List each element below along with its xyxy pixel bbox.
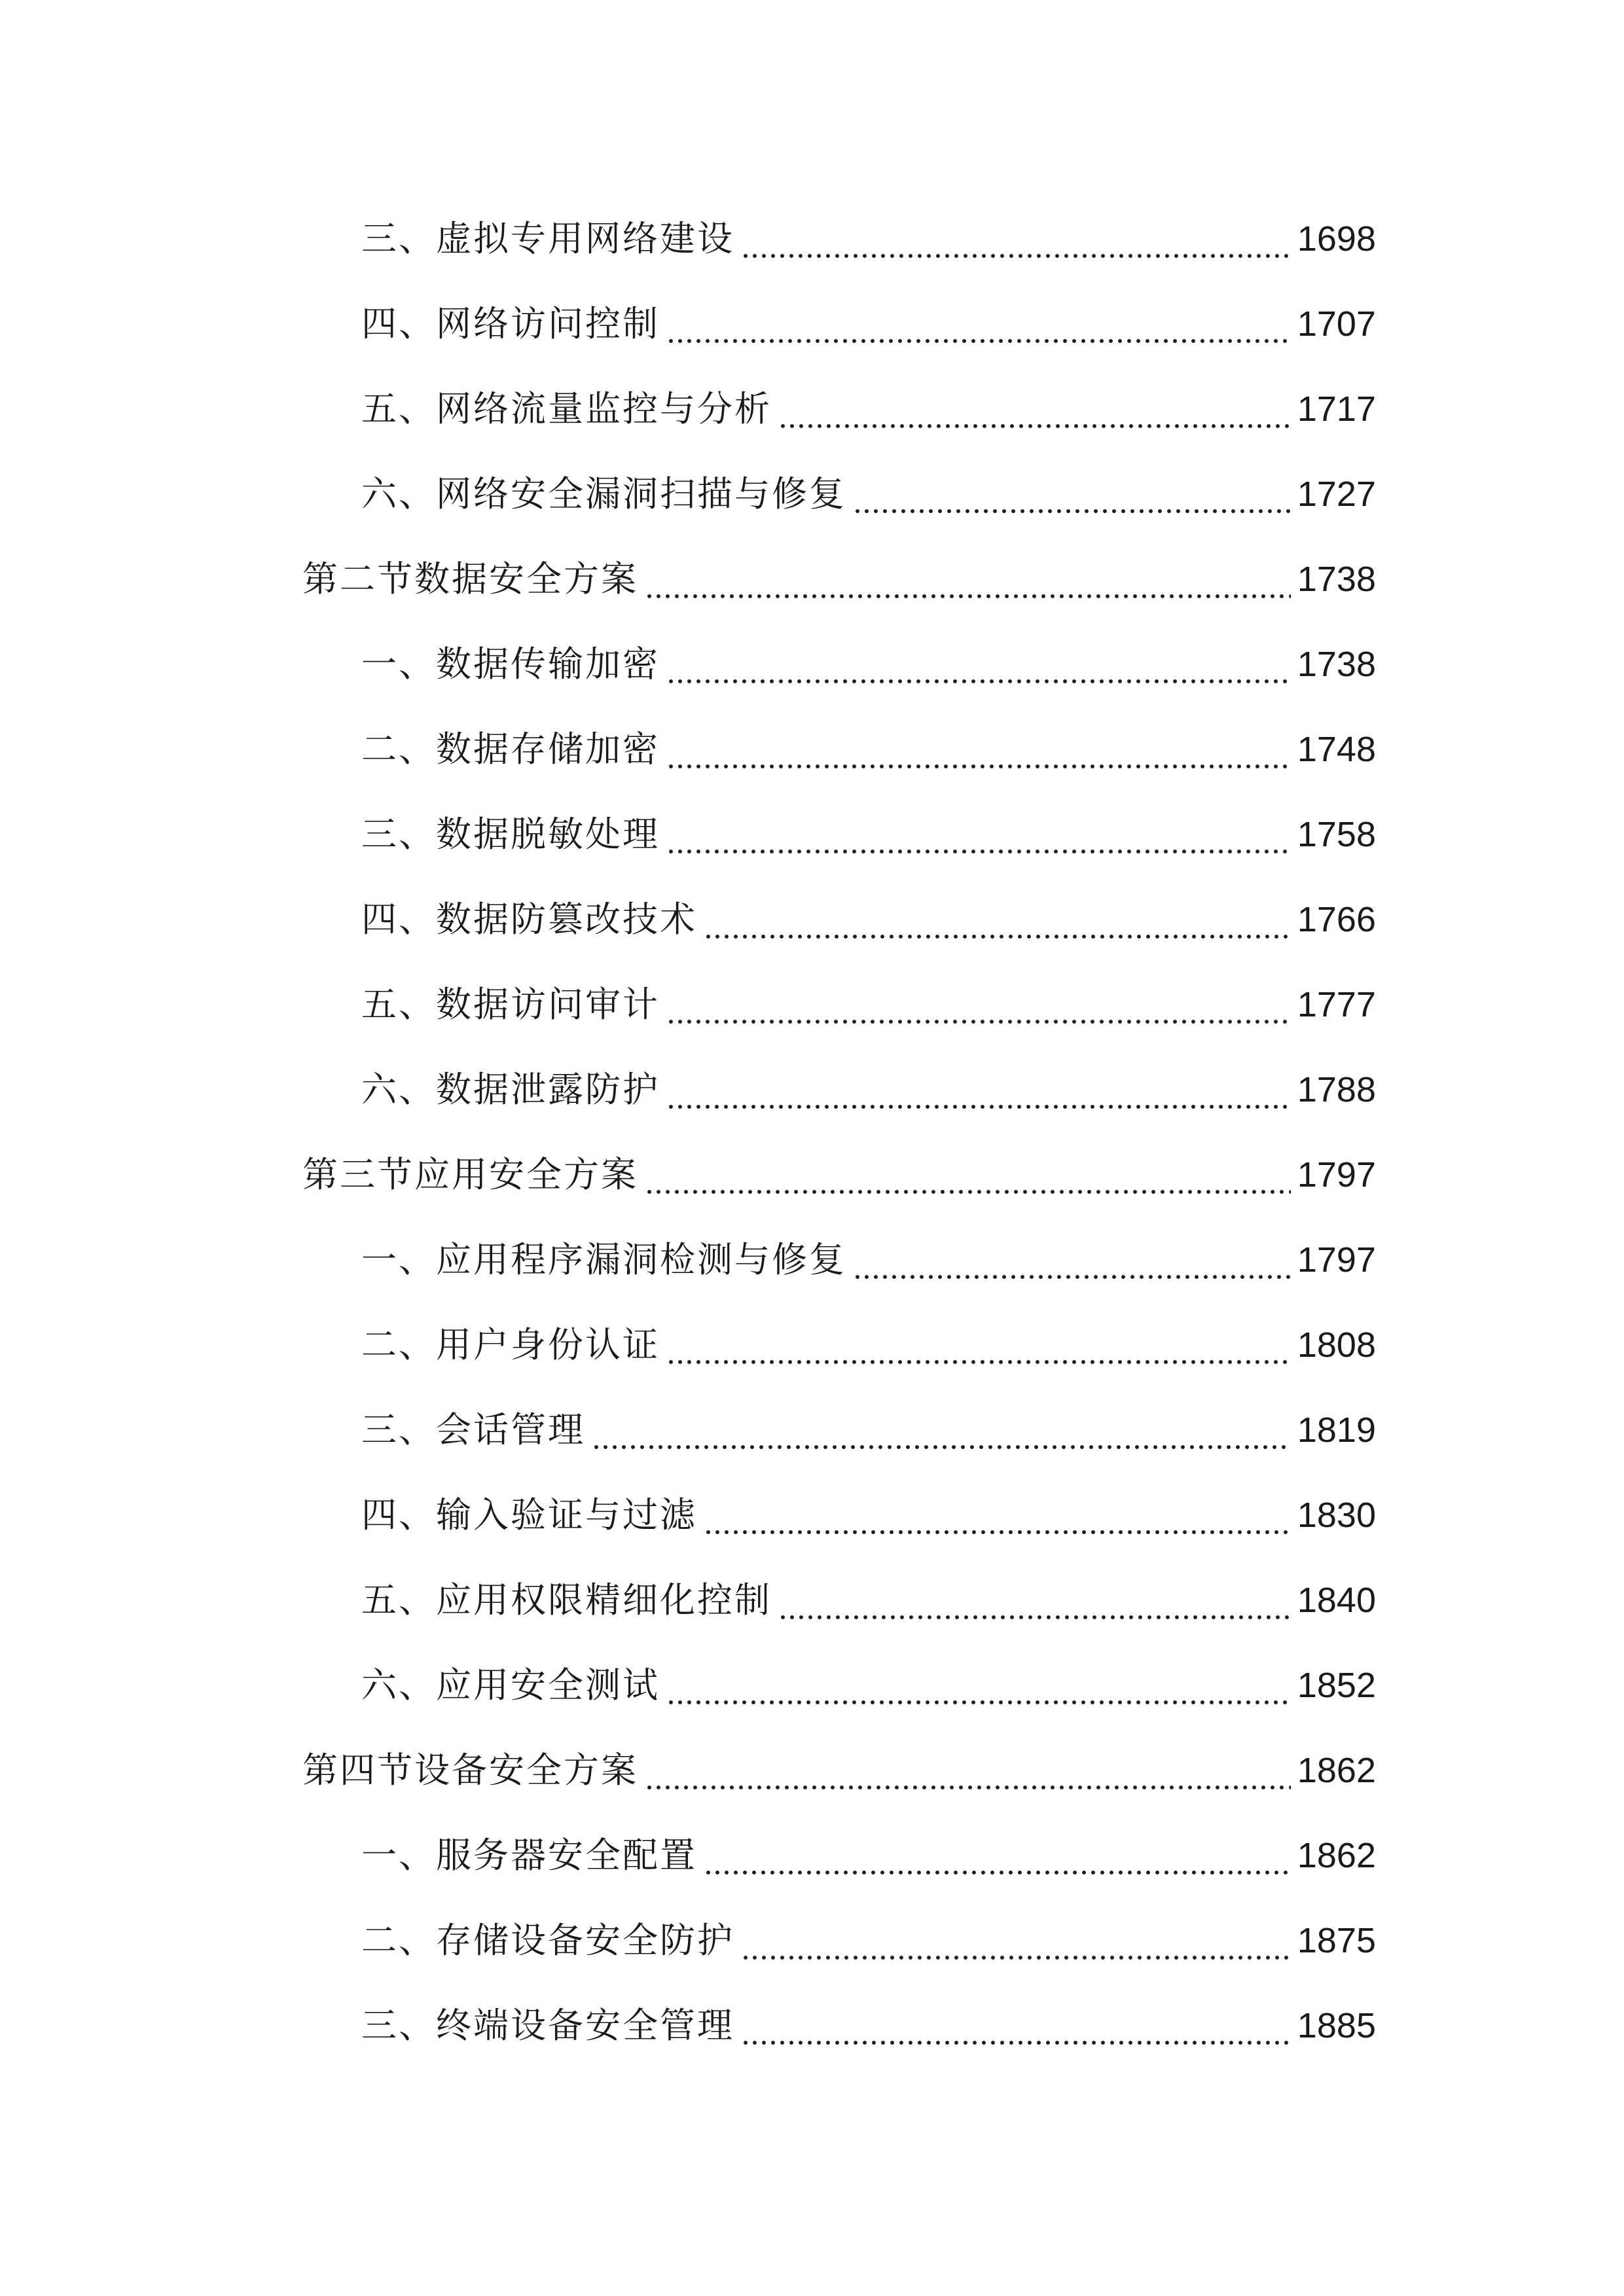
toc-page-number: 1852 [1297, 1666, 1376, 1705]
toc-page-number: 1830 [1297, 1496, 1376, 1535]
toc-entry-label: 第二节数据安全方案 [302, 558, 638, 600]
toc-page-number: 1819 [1297, 1410, 1376, 1450]
toc-entry-label: 四、数据防篡改技术 [361, 899, 697, 940]
toc-page-number: 1862 [1297, 1751, 1376, 1790]
toc-entry-label: 五、数据访问审计 [361, 984, 660, 1025]
toc-entry[interactable] [361, 1312, 1376, 1378]
toc-section-entry[interactable] [302, 1142, 1376, 1208]
toc-entry[interactable] [361, 1993, 1376, 2058]
toc-page-number: 1707 [1297, 304, 1376, 344]
toc-page-number: 1698 [1297, 219, 1376, 259]
toc-dot-leader [666, 802, 1291, 867]
toc-dot-leader [666, 972, 1291, 1037]
toc-dot-leader [778, 1568, 1291, 1633]
toc-page-number: 1758 [1297, 815, 1376, 854]
toc-page-number: 1808 [1297, 1325, 1376, 1365]
toc-page-number: 1862 [1297, 1836, 1376, 1875]
toc-entry-label: 五、网络流量监控与分析 [361, 388, 772, 429]
toc-section-entry[interactable] [302, 1738, 1376, 1803]
toc-entry[interactable] [361, 887, 1376, 952]
toc-page-number: 1727 [1297, 475, 1376, 514]
toc-dot-leader [704, 1482, 1291, 1548]
toc-entry-label: 第四节设备安全方案 [302, 1749, 638, 1791]
toc-page-number: 1777 [1297, 985, 1376, 1024]
toc-entry[interactable] [361, 376, 1376, 442]
toc-dot-leader [645, 547, 1291, 612]
toc-dot-leader [666, 632, 1291, 697]
toc-entry-label: 第三节应用安全方案 [302, 1154, 638, 1195]
toc-entry[interactable] [361, 1568, 1376, 1633]
toc-dot-leader [741, 1993, 1291, 2058]
toc-dot-leader [666, 291, 1291, 357]
toc-entry-label: 六、网络安全漏洞扫描与修复 [361, 473, 846, 514]
toc-dot-leader [853, 461, 1291, 527]
toc-entry-label: 六、应用安全测试 [361, 1664, 660, 1706]
toc-page-number: 1840 [1297, 1581, 1376, 1620]
toc-entry[interactable] [361, 1908, 1376, 1973]
toc-dot-leader [704, 1823, 1291, 1888]
toc-dot-leader [853, 1227, 1291, 1293]
toc-entry-label: 二、用户身份认证 [361, 1324, 660, 1365]
toc-entry-label: 三、数据脱敏处理 [361, 814, 660, 855]
toc-dot-leader [666, 1312, 1291, 1378]
toc-entry[interactable] [361, 802, 1376, 867]
toc-dot-leader [645, 1142, 1291, 1208]
toc-page-number: 1797 [1297, 1240, 1376, 1280]
toc-entry-label: 一、数据传输加密 [361, 643, 660, 685]
toc-dot-leader [592, 1397, 1291, 1463]
toc-entry[interactable] [361, 632, 1376, 697]
toc-entry-label: 四、网络访问控制 [361, 303, 660, 344]
toc-page-number: 1797 [1297, 1155, 1376, 1194]
toc-page-number: 1738 [1297, 645, 1376, 684]
toc-entry-label: 三、终端设备安全管理 [361, 2005, 734, 2046]
toc-dot-leader [666, 1653, 1291, 1718]
toc-entry-label: 五、应用权限精细化控制 [361, 1579, 772, 1621]
toc-dot-leader [704, 887, 1291, 952]
toc-entry-label: 三、虚拟专用网络建设 [361, 218, 734, 259]
toc-entry-label: 一、服务器安全配置 [361, 1835, 697, 1876]
toc-dot-leader [666, 1057, 1291, 1122]
toc-dot-leader [741, 206, 1291, 272]
toc-page-number: 1748 [1297, 730, 1376, 769]
toc-entry-label: 三、会话管理 [361, 1409, 585, 1450]
toc-dot-leader [778, 376, 1291, 442]
toc-dot-leader [645, 1738, 1291, 1803]
toc-dot-leader [741, 1908, 1291, 1973]
toc-entry-label: 二、数据存储加密 [361, 728, 660, 770]
toc-page-number: 1766 [1297, 900, 1376, 939]
toc-entry[interactable] [361, 461, 1376, 527]
toc-page-number: 1717 [1297, 389, 1376, 429]
toc-page-number: 1885 [1297, 2006, 1376, 2045]
toc-entry[interactable] [361, 717, 1376, 782]
toc-entry[interactable] [361, 291, 1376, 357]
toc-entry[interactable] [361, 1653, 1376, 1718]
toc-entry[interactable] [361, 1482, 1376, 1548]
toc-entry[interactable] [361, 1057, 1376, 1122]
toc-page-number: 1788 [1297, 1070, 1376, 1109]
toc-page-number: 1875 [1297, 1921, 1376, 1960]
toc-entry[interactable] [361, 1823, 1376, 1888]
toc-entry[interactable] [361, 1397, 1376, 1463]
toc-dot-leader [666, 717, 1291, 782]
toc-entry-label: 六、数据泄露防护 [361, 1069, 660, 1110]
toc-entry-label: 二、存储设备安全防护 [361, 1920, 734, 1961]
toc-entry-label: 四、输入验证与过滤 [361, 1494, 697, 1535]
toc-page-number: 1738 [1297, 560, 1376, 599]
toc-entry[interactable] [361, 1227, 1376, 1293]
toc-entry-label: 一、应用程序漏洞检测与修复 [361, 1239, 846, 1280]
toc-section-entry[interactable] [302, 547, 1376, 612]
toc-entry[interactable] [361, 206, 1376, 272]
toc-entry[interactable] [361, 972, 1376, 1037]
